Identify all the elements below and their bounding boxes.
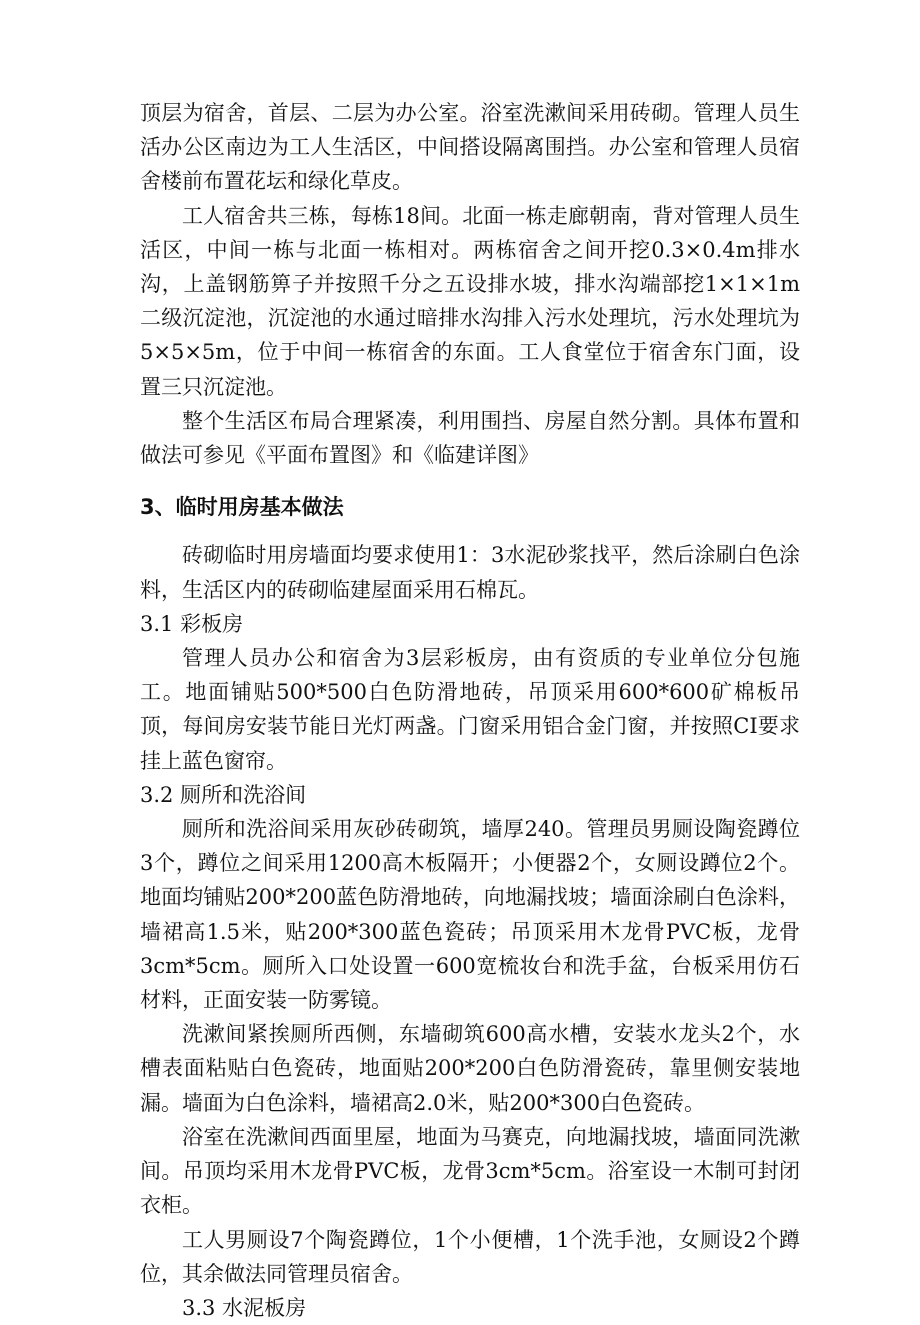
section-heading-temporary-housing: 3、临时用房基本做法: [140, 495, 344, 520]
subsection-heading-toilet-bathroom: 3.2 厕所和洗浴间: [140, 782, 307, 807]
paragraph-worker-toilet: 工人男厕设7个陶瓷蹲位，1个小便槽，1个洗手池，女厕设2个蹲位，其余做法同管理员宿舍。: [140, 1227, 800, 1286]
paragraph-office-layout: 顶层为宿舍，首层、二层为办公室。浴室洗漱间采用砖砌。管理人员生活办公区南边为工人生活区，中间搭设隔离围挡。办公室和管理人员宿舍楼前布置花坛和绿化草皮。: [140, 101, 800, 194]
paragraph-bathroom: 浴室在洗漱间西面里屋，地面为马赛克，向地漏找坡，墙面同洗漱间。吊顶均采用木龙骨PVC板，龙骨3cm*5cm。浴室设一木制可封闭衣柜。: [140, 1124, 800, 1218]
paragraph-color-board-house: 管理人员办公和宿舍为3层彩板房，由有资质的专业单位分包施工。地面铺贴500*500白色防滑地砖，吊顶采用600*600矿棉板吊顶，每间房安装节能日光灯两盏。门窗采用铝合金门窗，并按照CI要求挂上蓝色窗帘。: [140, 646, 800, 773]
paragraph-brick-housing: 砖砌临时用房墙面均要求使用1：3水泥砂浆找平，然后涂刷白色涂料，生活区内的砖砌临建屋面采用石棉瓦。: [140, 543, 800, 602]
document-page: [140, 96, 800, 1325]
paragraph-toilet: 厕所和洗浴间采用灰砂砖砌筑，墙厚240。管理员男厕设陶瓷蹲位3个，蹲位之间采用1200高木板隔开；小便器2个，女厕设蹲位2个。地面均铺贴200*200蓝色防滑地砖，向地漏找坡；墙面涂刷白色涂料，墙裙高1.5米，贴200*300蓝色瓷砖；吊顶采用木龙骨PVC板，龙骨3cm*5cm。厕所入口处设置一600宽梳妆台和洗手盆，台板采用仿石材料，正面安装一防雾镜。: [140, 817, 800, 1013]
subsection-heading-cement-board-house: 3.3 水泥板房: [182, 1295, 307, 1320]
paragraph-washroom: 洗漱间紧挨厕所西侧，东墙砌筑600高水槽，安装水龙头2个，水槽表面粘贴白色瓷砖，地面贴200*200白色防滑瓷砖，靠里侧安装地漏。墙面为白色涂料，墙裙高2.0米，贴200*300白色瓷砖。: [140, 1022, 800, 1115]
paragraph-layout-summary: 整个生活区布局合理紧凑，利用围挡、房屋自然分割。具体布置和做法可参见《平面布置图》和《临建详图》: [140, 408, 800, 468]
subsection-heading-color-board-house: 3.1 彩板房: [140, 611, 244, 636]
paragraph-worker-dormitory: 工人宿舍共三栋，每栋18间。北面一栋走廊朝南，背对管理人员生活区，中间一栋与北面一栋相对。两栋宿舍之间开挖0.3×0.4m排水沟，上盖钢筋箅子并按照千分之五设排水坡，排水沟端部挖1×1×1m二级沉淀池，沉淀池的水通过暗排水沟排入污水处理坑，污水处理坑为5×5×5m，位于中间一栋宿舍的东面。工人食堂位于宿舍东门面，设置三只沉淀池。: [140, 203, 800, 399]
